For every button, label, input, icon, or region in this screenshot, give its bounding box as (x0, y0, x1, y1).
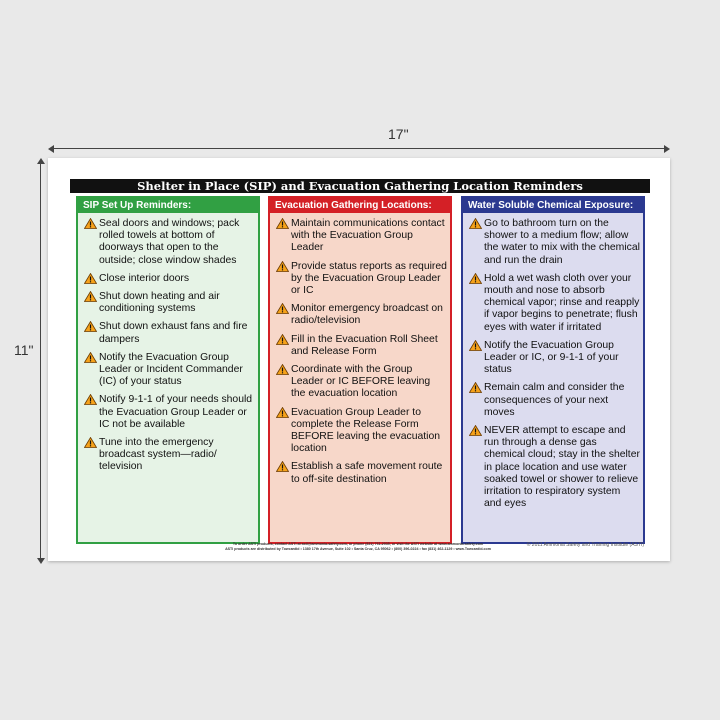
reminder-text: Close interior doors (99, 272, 190, 284)
width-dimension-line (50, 148, 668, 149)
poster-title: Shelter in Place (SIP) and Evacuation Gathering Location Reminders (70, 179, 650, 193)
warning-triangle-icon (84, 273, 97, 284)
reminder-item (469, 340, 640, 377)
copyright: © 2011 Ammonia Safety and Training Institute (ASTI) (526, 542, 644, 548)
warning-triangle-icon (276, 364, 289, 375)
reminder-list (270, 213, 450, 486)
reminder-text: Notify 9-1-1 of your needs should the Evacuation Group Leader or IC not be available (99, 394, 253, 430)
column-sip-setup (76, 196, 260, 544)
warning-triangle-icon (469, 340, 482, 351)
reminder-item (276, 364, 447, 401)
column-heading: SIP Set Up Reminders: (78, 198, 258, 213)
warning-triangle-icon (276, 461, 289, 472)
reminder-item (84, 352, 255, 389)
reminder-text: Hold a wet wash cloth over your mouth and nose to absorb chemical vapor; rinse and reapply if vapor begins to penetrate; flush eyes with water if irritated (484, 272, 640, 333)
reminder-item (84, 291, 255, 315)
footer-text (198, 542, 518, 552)
warning-triangle-icon (276, 407, 289, 418)
reminder-item (276, 261, 447, 298)
warning-triangle-icon (84, 352, 97, 363)
reminder-item (276, 218, 447, 255)
reminder-text: Shut down heating and air conditioning systems (99, 291, 220, 315)
reminder-item (84, 218, 255, 267)
reminder-item (276, 303, 447, 327)
warning-triangle-icon (84, 437, 97, 448)
footer-line: ASTI products are distributed by Towcardid • 1380 17th Avenue, Suite 102 • Santa Cruz, CA 95062 • (800) 396-0224 • fax (831) 462-1129 • www.Towcardid.com (225, 547, 491, 551)
poster (48, 158, 670, 561)
reminder-item (84, 394, 255, 431)
warning-triangle-icon (469, 425, 482, 436)
reminder-text: NEVER attempt to escape and run through a dense gas chemical cloud; stay in the shelter in place location and use water soaked towel or shower to relieve irritation to respiratory system and eyes (484, 425, 640, 510)
warning-triangle-icon (276, 303, 289, 314)
footer-line: To order ASTI products, contact ASTI at asti@ammonia-safety.com, or phone (831) 761-2935, or visit the ASTI website at www.ammonia-safety.com (232, 542, 484, 546)
reminder-item (84, 321, 255, 345)
warning-triangle-icon (469, 273, 482, 284)
reminder-list (78, 213, 258, 474)
reminder-text: Seal doors and windows; pack rolled towels at bottom of doorways that open to the outside; close window shades (99, 218, 240, 266)
warning-triangle-icon (276, 261, 289, 272)
column-chemical-exposure (461, 196, 645, 544)
reminder-text: Monitor emergency broadcast on radio/television (291, 303, 443, 327)
warning-triangle-icon (469, 218, 482, 229)
reminder-text: Establish a safe movement route to off-site destination (291, 461, 443, 485)
reminder-text: Notify the Evacuation Group Leader or Incident Commander (IC) of your status (99, 351, 243, 388)
reminder-text: Fill in the Evacuation Roll Sheet and Release Form (291, 333, 438, 357)
height-dimension-line (40, 160, 41, 562)
reminder-item (84, 437, 255, 474)
warning-triangle-icon (469, 382, 482, 393)
warning-triangle-icon (84, 291, 97, 302)
reminder-list (463, 213, 643, 510)
reminder-text: Notify the Evacuation Group Leader or IC, or 9-1-1 of your status (484, 339, 619, 376)
column-heading: Water Soluble Chemical Exposure: (463, 198, 643, 213)
reminder-item (84, 273, 255, 285)
reminder-item (276, 407, 447, 456)
reminder-text: Provide status reports as required by the Evacuation Group Leader or IC (291, 260, 447, 297)
warning-triangle-icon (84, 218, 97, 229)
reminder-item (469, 273, 640, 334)
column-heading: Evacuation Gathering Locations: (270, 198, 450, 213)
height-dimension-label: 11" (14, 342, 34, 358)
reminder-text: Tune into the emergency broadcast system—radio/ television (99, 437, 217, 473)
reminder-item (469, 425, 640, 510)
reminder-text: Maintain communications contact with the Evacuation Group Leader (291, 218, 445, 254)
reminder-text: Remain calm and consider the consequences of your next moves (484, 382, 625, 418)
reminder-item (469, 218, 640, 267)
reminder-text: Shut down exhaust fans and fire dampers (99, 321, 248, 345)
warning-triangle-icon (276, 218, 289, 229)
reminder-text: Evacuation Group Leader to complete the Release Form BEFORE leaving the evacuation location (291, 406, 441, 455)
width-dimension-label: 17" (388, 126, 409, 142)
reminder-item (469, 382, 640, 419)
reminder-text: Coordinate with the Group Leader or IC BEFORE leaving the evacuation location (291, 364, 431, 400)
warning-triangle-icon (276, 334, 289, 345)
warning-triangle-icon (84, 394, 97, 405)
column-evacuation-gathering (268, 196, 452, 544)
reminder-item (276, 334, 447, 358)
reminder-text: Go to bathroom turn on the shower to a medium flow; allow the water to mix with the chemical and run the drain (484, 218, 640, 266)
reminder-item (276, 461, 447, 485)
warning-triangle-icon (84, 321, 97, 332)
